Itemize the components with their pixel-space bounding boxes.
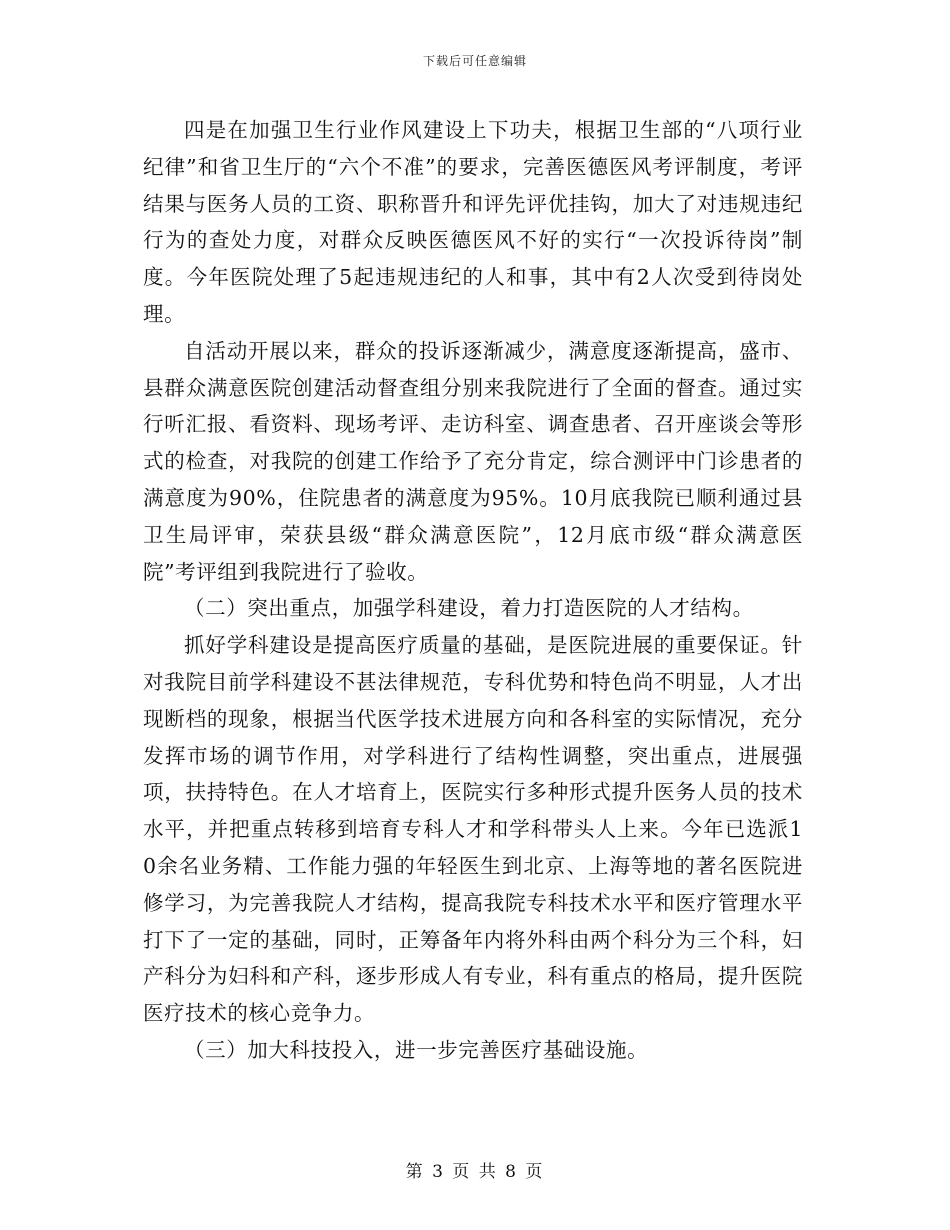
paragraph-discipline-building: 抓好学科建设是提高医疗质量的基础，是医院进展的重要保证。针对我院目前学科建设不甚法律规范，专科优势和特色尚不明显，人才出现断档的现象，根据当代医学技术进展方向和各科室的实际情况，充分发挥市场的调节作用，对学科进行了结构性调整，突出重点，进展强项，扶持特色。在人才培育上，医院实行多种形式提升医务人员的技术水平，并把重点转移到培育专科人才和学科带头人上来。今年已选派10余名业务精、工作能力强的年轻医生到北京、上海等地的著名医院进修学习，为完善我院人才结构，提高我院专科技术水平和医疗管理水平打下了一定的基础，同时，正筹备年内将外科由两个科分为三个科，妇产科分为妇科和产科，逐步形成人有专业，科有重点的格局，提升医院医疗技术的核心竞争力。 [143, 633, 803, 1026]
section-heading-infrastructure: （三）加大科技投入，进一步完善医疗基础设施。 [184, 1037, 649, 1062]
document-body [143, 112, 803, 1069]
paragraph-style-discipline: 四是在加强卫生行业作风建设上下功夫，根据卫生部的“八项行业纪律”和省卫生厅的“六个不准”的要求，完善医德医风考评制度，考评结果与医务人员的工资、职称晋升和评先评优挂钩，加大了对违规违纪行为的查处力度，对群众反映医德医风不好的实行“一次投诉待岗”制度。今年医院处理了5起违规违纪的人和事，其中有2人次受到待岗处理。 [143, 118, 803, 326]
page-header: 下载后可任意编辑 [422, 54, 527, 68]
page-footer: 第 3 页 共 8 页 [405, 1162, 545, 1182]
section-heading-discipline-building: （二）突出重点，加强学科建设，着力打造医院的人才结构。 [184, 596, 754, 621]
paragraph-satisfaction-results: 自活动开展以来，群众的投诉逐渐减少，满意度逐渐提高，盛市、县群众满意医院创建活动督查组分别来我院进行了全面的督查。通过实行听汇报、看资料、现场考评、走访科室、调查患者、召开座谈会等形式的检查，对我院的创建工作给予了充分肯定，综合测评中门诊患者的满意度为90%，住院患者的满意度为95%。10月底我院已顺利通过县卫生局评审，荣获县级“群众满意医院”，12月底市级“群众满意医院”考评组到我院进行了验收。 [143, 338, 803, 584]
